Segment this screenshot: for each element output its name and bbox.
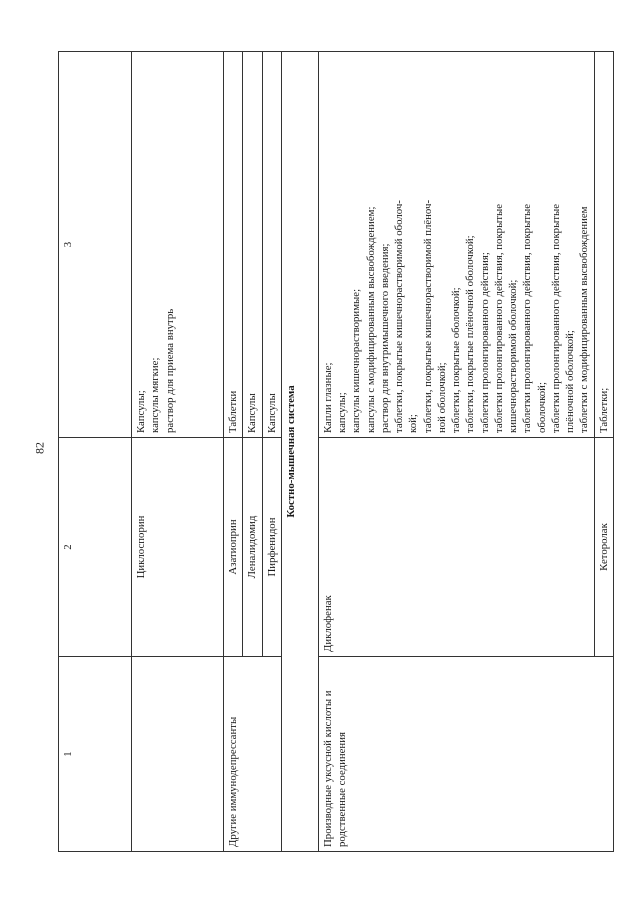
form-line: таблетки, покрытые кишечнорастворимой оболоч- <box>393 200 405 433</box>
header-col3: 3 <box>59 52 132 438</box>
form-line: капсулы мягкие; <box>149 357 162 433</box>
form-line: раствор для внутримышечного введения; <box>378 243 391 433</box>
form-line: кой; <box>407 414 420 433</box>
group-other-immunosuppressants: Другие иммунодепрессанты <box>224 657 282 852</box>
drug-name-ketorolac: Кеторолак <box>594 438 613 657</box>
table-row-cyclosporine <box>132 52 224 852</box>
forms-ketorolac: Таблетки; <box>594 52 613 438</box>
form-line: таблетки, покрытые плёночной оболочкой; <box>464 235 477 433</box>
forms-azathioprine: Таблетки <box>224 52 243 438</box>
table-row-diclofenac <box>318 52 594 852</box>
form-line: оболочкой; <box>535 382 548 433</box>
drug-name-lenalidomide: Леналидомид <box>243 438 262 657</box>
drug-name-cyclosporine: Циклоспорин <box>132 438 224 657</box>
forms-lenalidomide: Капсулы <box>243 52 262 438</box>
form-line: Капли глазные; <box>321 362 334 433</box>
forms-cyclosporine <box>132 52 224 438</box>
form-line: таблетки, покрытые кишечнорастворимой плёноч- <box>421 199 434 433</box>
table-row-azathioprine <box>224 52 243 852</box>
drug-name-azathioprine: Азатиоприн <box>224 438 243 657</box>
form-line: плёночной оболочкой; <box>564 330 576 433</box>
group-cell-empty <box>132 657 224 852</box>
form-line: раствор для приема внутрь <box>163 308 176 433</box>
header-col2: 2 <box>59 438 132 657</box>
page-number: 82 <box>32 442 47 454</box>
section-row <box>281 52 318 852</box>
form-line: таблетки, покрытые оболочкой; <box>450 287 462 433</box>
forms-pirfenidone: Капсулы <box>262 52 281 438</box>
form-line: таблетки пролонгированного действия, покрытые <box>492 203 505 433</box>
form-line: капсулы с модифицированным высвобождением; <box>364 206 377 433</box>
drug-table <box>58 51 614 852</box>
form-line: Капсулы; <box>135 390 147 433</box>
form-line: капсулы кишечнорастворимые; <box>350 288 363 433</box>
form-line: таблетки пролонгированного действия, покрытые <box>549 203 562 433</box>
form-line: капсулы; <box>336 392 348 433</box>
form-line: таблетки пролонгированного действия, покрытые <box>521 203 534 433</box>
form-line: таблетки с модифицированным высвобождением <box>578 206 591 433</box>
section-title: Костно-мышечная система <box>281 52 318 852</box>
drug-name-pirfenidone: Пирфенидон <box>262 438 281 657</box>
form-line: таблетки пролонгированного действия; <box>478 252 491 433</box>
drug-name-diclofenac: Диклофенак <box>318 438 594 657</box>
table-header-row <box>59 52 132 852</box>
form-line: ной оболочкой; <box>435 362 448 433</box>
forms-diclofenac <box>318 52 594 438</box>
group-acetic-acid-derivatives: Производные уксусной кислоты и родственные соединения <box>318 657 613 852</box>
header-col1: 1 <box>59 657 132 852</box>
form-line: кишечнорастворимой оболочкой; <box>507 279 519 433</box>
